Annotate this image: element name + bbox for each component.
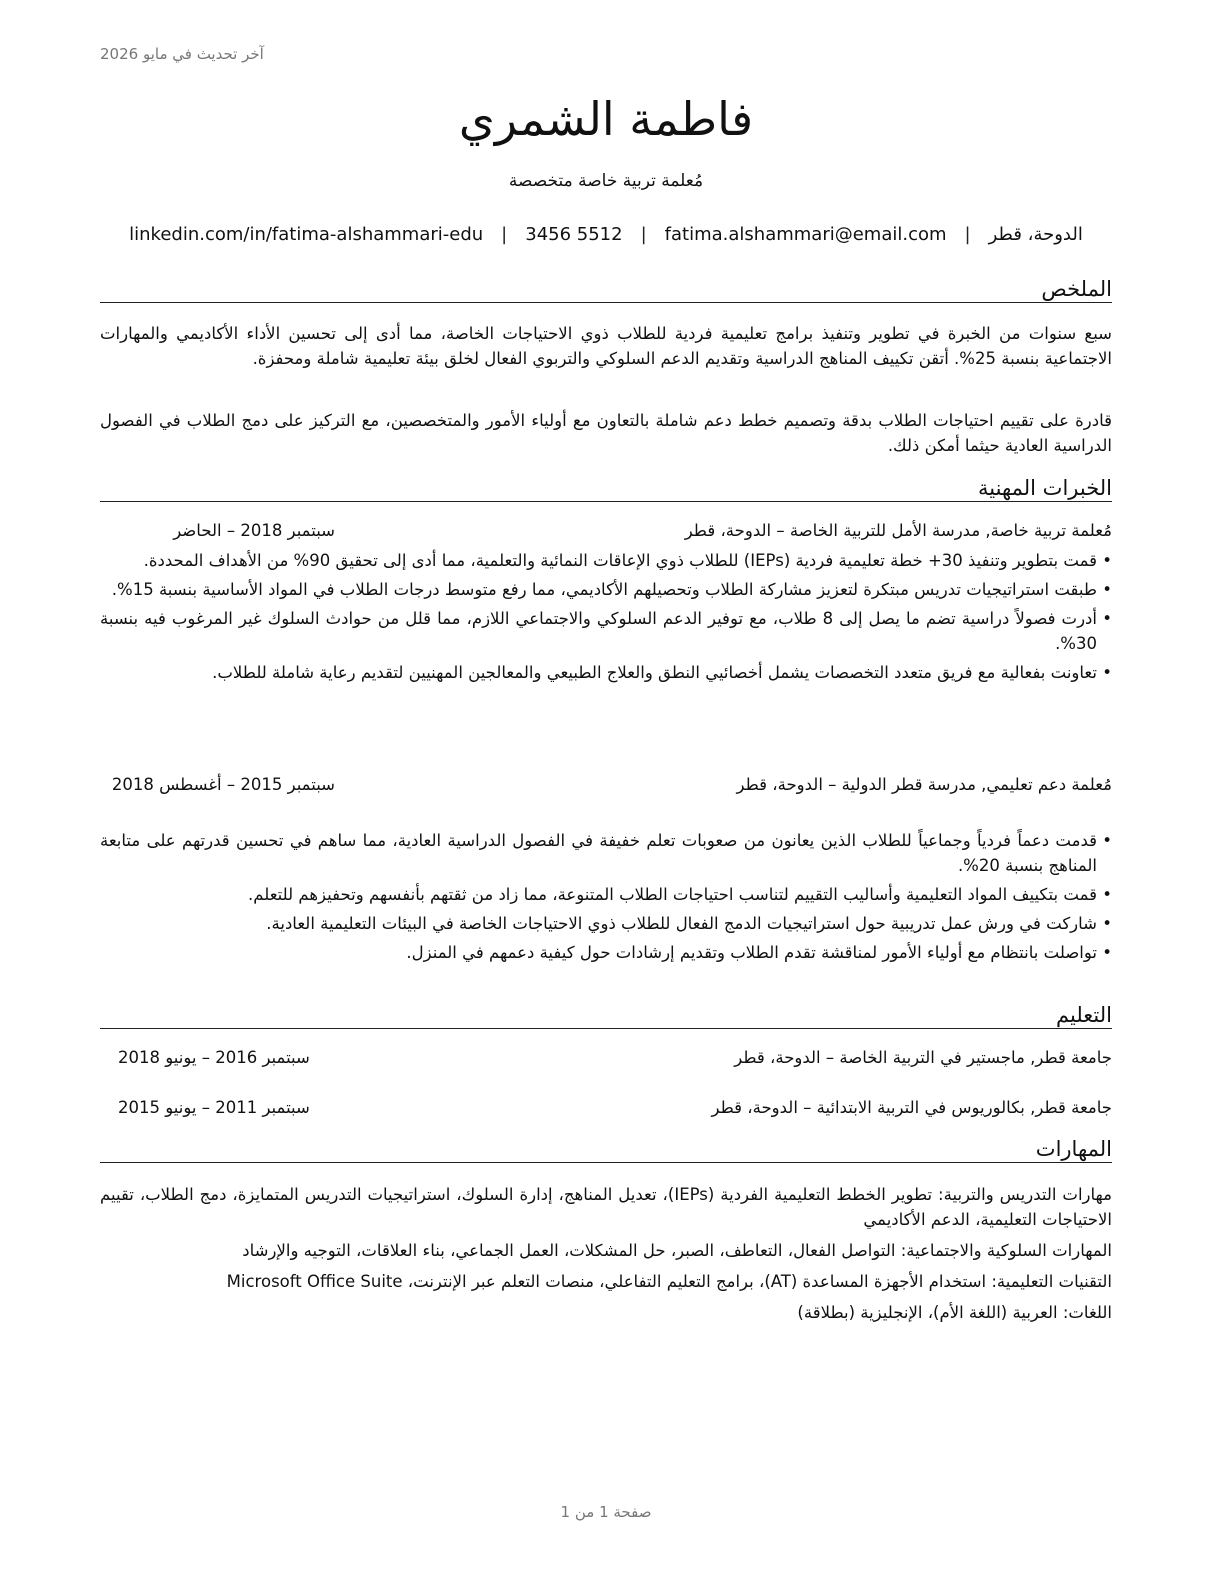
- summary-heading: الملخص: [100, 277, 1112, 303]
- education-heading: التعليم: [100, 1003, 1112, 1029]
- skills-list: [100, 1182, 1112, 1331]
- education-dates: سبتمبر 2011 – يونيو 2015: [118, 1098, 310, 1117]
- list-item: • قمت بتكييف المواد التعليمية وأساليب التقييم لتناسب احتياجات الطلاب المتنوعة، مما زاد من ثقتهم بأنفسهم وتحفيزهم للتعلم.: [100, 882, 1112, 907]
- job-role: مُعلمة تربية خاصة, مدرسة الأمل للتربية الخاصة – الدوحة، قطر: [684, 521, 1112, 540]
- job-bullets: [100, 548, 1112, 689]
- contact-linkedin[interactable]: linkedin.com/in/fatima-alshammari-edu: [129, 224, 484, 245]
- separator: |: [501, 224, 508, 245]
- education-degree: جامعة قطر, ماجستير في التربية الخاصة – الدوحة، قطر: [734, 1048, 1112, 1067]
- list-item: • طبقت استراتيجيات تدريس مبتكرة لتعزيز مشاركة الطلاب وتحصيلهم الأكاديمي، مما رفع متوسط درجات الطلاب في المواد الأساسية بنسبة 15%.: [100, 577, 1112, 602]
- job-dates: سبتمبر 2015 – أغسطس 2018: [111, 775, 335, 794]
- last-updated: آخر تحديث في مايو 2026: [100, 45, 264, 63]
- contact-phone: 3456 5512: [525, 224, 623, 245]
- candidate-name: فاطمة الشمري: [458, 92, 754, 146]
- list-item: • قدمت دعماً فردياً وجماعياً للطلاب الذين يعانون من صعوبات تعلم خفيفة في الفصول الدراسية العادية، مما ساهم في تحسين قدرتهم على متابعة المناهج بنسبة 20%.: [100, 828, 1112, 878]
- experience-heading: الخبرات المهنية: [100, 476, 1112, 502]
- page-number: صفحة 1 من 1: [560, 1503, 652, 1521]
- education-dates: سبتمبر 2016 – يونيو 2018: [118, 1048, 310, 1067]
- education-degree: جامعة قطر, بكالوريوس في التربية الابتدائية – الدوحة، قطر: [711, 1098, 1112, 1117]
- skills-line: التقنيات التعليمية: استخدام الأجهزة المساعدة (AT)، برامج التعليم التفاعلي، منصات التعلم عبر الإنترنت، Microsoft Office Suite: [226, 1272, 1112, 1291]
- job-title: مُعلمة تربية خاصة متخصصة: [508, 171, 704, 191]
- job-bullets: [100, 828, 1112, 969]
- skills-line: مهارات التدريس والتربية: تطوير الخطط التعليمية الفردية (IEPs)، تعديل المناهج، إدارة السلوك، استراتيجيات التدريس المتمايزة، دمج الطلاب، تقييم الاحتياجات التعليمية، الدعم الأكاديمي: [100, 1185, 1112, 1229]
- contact-location: الدوحة، قطر: [988, 224, 1083, 245]
- summary-paragraph: قادرة على تقييم احتياجات الطلاب بدقة وتصميم خطط دعم شاملة بالتعاون مع أولياء الأمور والمتخصصين، مع التركيز على دمج الطلاب في الفصول الدراسية العادية حيثما أمكن ذلك.: [100, 411, 1112, 455]
- skills-line: اللغات: العربية (اللغة الأم)، الإنجليزية (بطلاقة): [797, 1303, 1112, 1322]
- contact-line: [100, 224, 1112, 245]
- skills-line: المهارات السلوكية والاجتماعية: التواصل الفعال، التعاطف، الصبر، حل المشكلات، العمل الجماعي، بناء العلاقات، التوجيه والإرشاد: [242, 1241, 1112, 1260]
- summary-paragraph: سبع سنوات من الخبرة في تطوير وتنفيذ برامج تعليمية فردية للطلاب ذوي الاحتياجات الخاصة، مما أدى إلى تحسين الأداء الأكاديمي والمهارات الاجتماعية بنسبة 25%. أتقن تكييف المناهج الدراسية وتقديم الدعم السلوكي والتربوي الفعال لخلق بيئة تعليمية شاملة ومحفزة.: [100, 324, 1112, 368]
- list-item: • تواصلت بانتظام مع أولياء الأمور لمناقشة تقدم الطلاب وتقديم إرشادات حول كيفية دعمهم في المنزل.: [100, 940, 1112, 965]
- list-item: • قمت بتطوير وتنفيذ 30+ خطة تعليمية فردية (IEPs) للطلاب ذوي الإعاقات النمائية والتعلمية، مما أدى إلى تحقيق 90% من الأهداف المحددة.: [100, 548, 1112, 573]
- contact-email[interactable]: fatima.alshammari@email.com: [664, 224, 947, 245]
- list-item: • أدرت فصولاً دراسية تضم ما يصل إلى 8 طلاب، مع توفير الدعم السلوكي والاجتماعي اللازم، مما قلل من حوادث السلوك غير المرغوب فيه بنسبة 30%.: [100, 606, 1112, 656]
- separator: |: [640, 224, 647, 245]
- job-dates: سبتمبر 2018 – الحاضر: [173, 521, 335, 540]
- list-item: • تعاونت بفعالية مع فريق متعدد التخصصات يشمل أخصائيي النطق والعلاج الطبيعي والمعالجين المهنيين لتقديم رعاية شاملة للطلاب.: [100, 660, 1112, 685]
- job-role: مُعلمة دعم تعليمي, مدرسة قطر الدولية – الدوحة، قطر: [736, 775, 1112, 794]
- list-item: • شاركت في ورش عمل تدريبية حول استراتيجيات الدمج الفعال للطلاب ذوي الاحتياجات الخاصة في البيئات التعليمية العادية.: [100, 911, 1112, 936]
- resume-page: [100, 0, 1112, 1584]
- skills-heading: المهارات: [100, 1137, 1112, 1163]
- separator: |: [964, 224, 971, 245]
